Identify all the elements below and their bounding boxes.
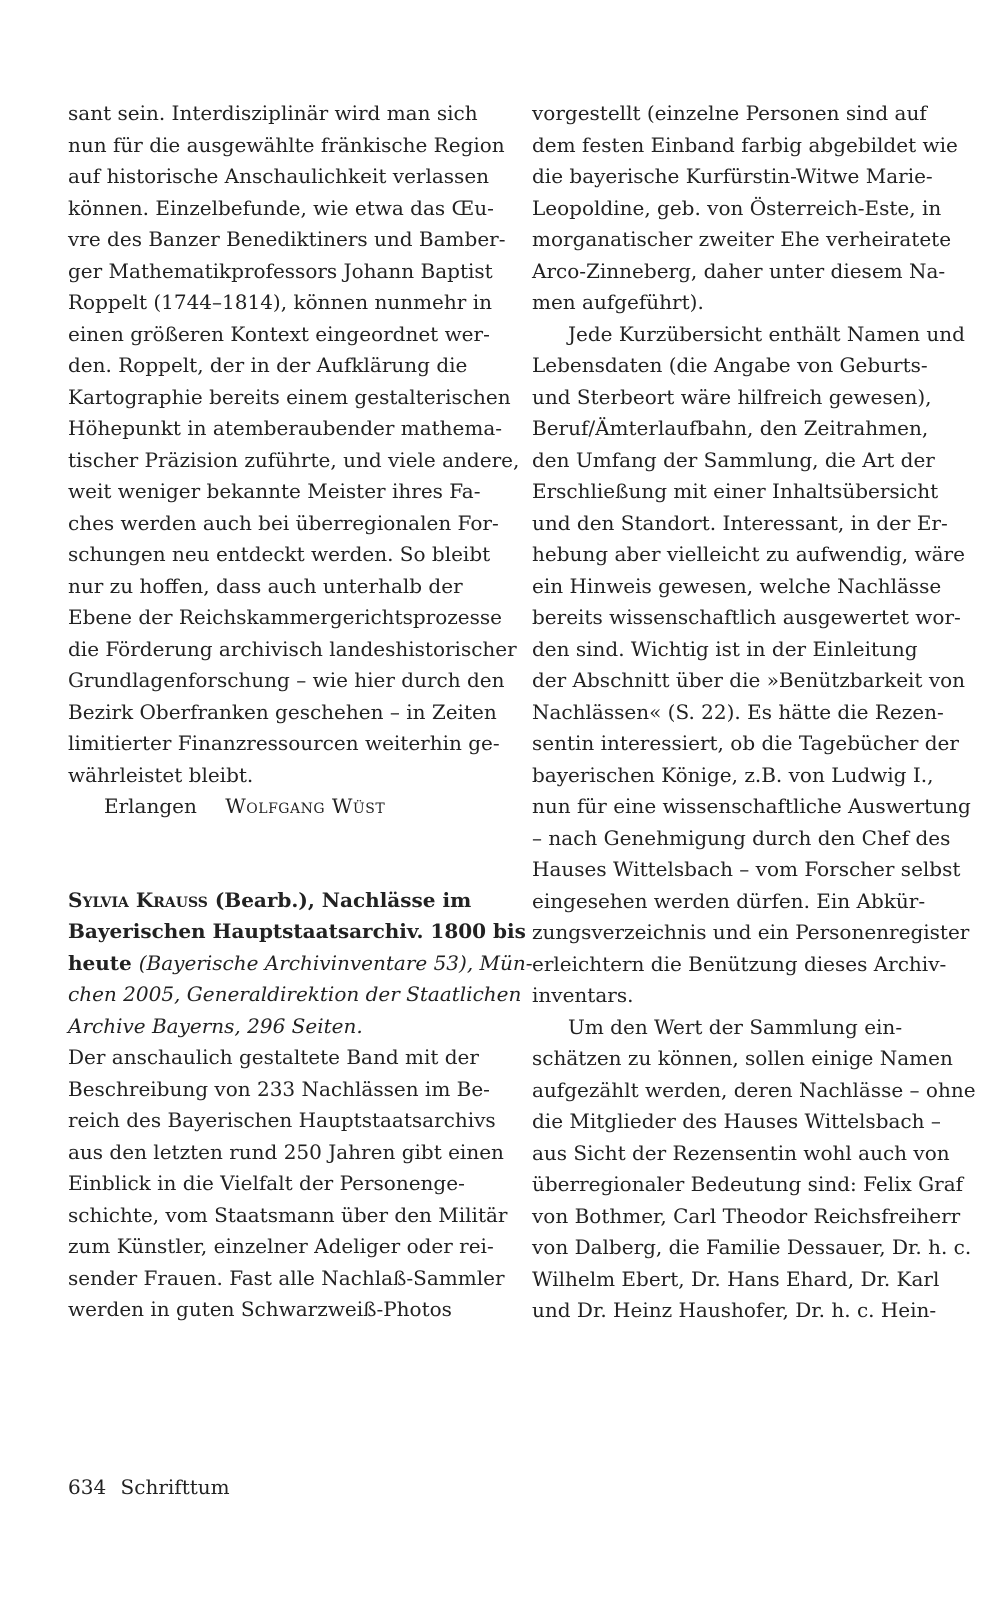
text-line: die bayerische Kurfürstin-Witwe Marie- bbox=[532, 164, 933, 188]
text-line: nur zu hoffen, dass auch unterhalb der bbox=[68, 573, 463, 598]
paragraph-1 bbox=[532, 98, 962, 319]
text-line: den sind. Wichtig ist in der Einleitung bbox=[532, 636, 918, 661]
text-line: zum Künstler, einzelner Adeliger oder rei- bbox=[68, 1234, 494, 1258]
bib-line-3-bold: heute bbox=[68, 950, 139, 975]
text-line: ein Hinweis gewesen, welche Nachlässe bbox=[532, 573, 942, 598]
text-line: und Dr. Heinz Haushofer, Dr. h. c. Hein- bbox=[532, 1298, 937, 1322]
text-line: werden in guten Schwarzweiß-Photos bbox=[68, 1297, 452, 1321]
section-gap bbox=[68, 823, 498, 885]
text-line: sentin interessiert, ob die Tagebücher der bbox=[532, 731, 959, 755]
text-line: nun für die ausgewählte fränkische Region bbox=[68, 132, 505, 157]
text-line: der Abschnitt über die »Benützbarkeit von bbox=[532, 668, 966, 692]
text-line: und Sterbeort wäre hilfreich gewesen), bbox=[532, 384, 932, 409]
text-line: Höhepunkt in atemberaubender mathema- bbox=[68, 416, 503, 440]
text-line: ches werden auch bei überregionalen For- bbox=[68, 510, 499, 535]
bib-line-4: chen 2005, Generaldirektion der Staatlichen bbox=[68, 982, 522, 1006]
text-line: können. Einzelbefunde, wie etwa das Œu- bbox=[68, 195, 494, 220]
text-line: die Förderung archivisch landeshistorischer bbox=[68, 636, 517, 661]
text-line: tischer Präzision zuführte, und viele andere, bbox=[68, 447, 520, 472]
text-line: Einblick in die Vielfalt der Personenge- bbox=[68, 1171, 465, 1195]
text-line: den. Roppelt, der in der Aufklärung die bbox=[68, 353, 468, 377]
text-line: – nach Genehmigung durch den Chef des bbox=[532, 825, 951, 850]
text-line: men aufgeführt). bbox=[532, 290, 704, 314]
text-line: vorgestellt (einzelne Personen sind auf bbox=[532, 101, 927, 125]
text-line: auf historische Anschaulichkeit verlassen bbox=[68, 164, 490, 188]
text-line: erleichtern die Benützung dieses Archiv- bbox=[532, 951, 947, 976]
review-start bbox=[68, 1042, 508, 1326]
bib-line-3 bbox=[68, 948, 533, 980]
text-line: überregionaler Bedeutung sind: Felix Graf bbox=[532, 1172, 964, 1196]
text-line: einen größeren Kontext eingeordnet wer- bbox=[68, 321, 490, 346]
text-line: eingesehen werden dürfen. Ein Abkür- bbox=[532, 888, 926, 913]
text-line: Leopoldine, geb. von Österreich-Este, in bbox=[532, 195, 942, 220]
text-line: Beruf/Ämterlaufbahn, den Zeitrahmen, bbox=[532, 416, 929, 440]
text-line: von Bothmer, Carl Theodor Reichsfreiherr bbox=[532, 1203, 961, 1228]
text-line: vre des Banzer Benediktiners und Bamber- bbox=[68, 227, 506, 251]
text-line: zungsverzeichnis und ein Personenregister bbox=[532, 920, 970, 944]
review-continuation bbox=[68, 98, 520, 791]
page-footer bbox=[68, 1472, 230, 1502]
bib-line-1-rest: (Bearb.), Nachlässe im bbox=[207, 887, 472, 912]
text-line: bayerischen Könige, z.B. von Ludwig I., bbox=[532, 762, 934, 787]
text-line: reich des Bayerischen Hauptstaatsarchivs bbox=[68, 1108, 496, 1132]
text-line: limitierter Finanzressourcen weiterhin ge- bbox=[68, 731, 500, 755]
text-line: Beschreibung von 233 Nachlässen im Be- bbox=[68, 1076, 490, 1101]
text-line: ger Mathematikprofessors Johann Baptist bbox=[68, 258, 493, 283]
text-line: aus Sicht der Rezensentin wohl auch von bbox=[532, 1140, 950, 1165]
text-line: Lebensdaten (die Angabe von Geburts- bbox=[532, 353, 928, 377]
text-line: von Dalberg, die Familie Dessauer, Dr. h. c. bbox=[532, 1235, 972, 1259]
text-line: sender Frauen. Fast alle Nachlaß-Sammler bbox=[68, 1265, 505, 1290]
text-line: Nachlässen« (S. 22). Es hätte die Rezen- bbox=[532, 699, 944, 724]
paragraph-2 bbox=[532, 319, 971, 1012]
text-line: nun für eine wissenschaftliche Auswertung bbox=[532, 794, 971, 818]
running-section-title: Schrifttum bbox=[120, 1475, 230, 1499]
bibliographic-entry bbox=[68, 885, 533, 1043]
bib-line-3-italic: (Bayerische Archivinventare 53), Mün- bbox=[138, 950, 533, 975]
text-line: Bezirk Oberfranken geschehen – in Zeiten bbox=[68, 699, 497, 724]
text-line: Wilhelm Ebert, Dr. Hans Ehard, Dr. Karl bbox=[532, 1266, 940, 1291]
text-line: Um den Wert der Sammlung ein- bbox=[568, 1014, 903, 1039]
bib-line-5: Archive Bayerns, 296 Seiten. bbox=[68, 1013, 363, 1038]
text-line: Erschließung mit einer Inhaltsübersicht bbox=[532, 479, 939, 503]
bib-line-1 bbox=[68, 885, 498, 917]
text-line: währleistet bleibt. bbox=[68, 762, 254, 787]
text-line: und den Standort. Interessant, in der Er- bbox=[532, 510, 948, 535]
review-signature bbox=[68, 791, 498, 823]
text-line: Ebene der Reichskammergerichtsprozesse bbox=[68, 605, 502, 629]
text-line: die Mitglieder des Hauses Wittelsbach – bbox=[532, 1109, 941, 1133]
text-line: aufgezählt werden, deren Nachlässe – ohne bbox=[532, 1077, 976, 1102]
text-line: den Umfang der Sammlung, die Art der bbox=[532, 447, 935, 472]
text-line: bereits wissenschaftlich ausgewertet wor- bbox=[532, 605, 961, 629]
text-line: Grundlagenforschung – wie hier durch den bbox=[68, 668, 505, 692]
text-line: Kartographie bereits einem gestalterischen bbox=[68, 384, 511, 409]
text-line: Jede Kurzübersicht enthält Namen und bbox=[568, 321, 965, 346]
text-line: aus den letzten rund 250 Jahren gibt einen bbox=[68, 1139, 504, 1164]
right-column bbox=[532, 98, 976, 1327]
text-line: weit weniger bekannte Meister ihres Fa- bbox=[68, 479, 481, 503]
text-line: Hauses Wittelsbach – vom Forscher selbst bbox=[532, 857, 961, 881]
left-column bbox=[68, 98, 533, 1326]
text-line: Der anschaulich gestaltete Band mit der bbox=[68, 1045, 479, 1069]
signature-author: Wolfgang Wüst bbox=[225, 794, 386, 818]
text-line: morganatischer zweiter Ehe verheiratete bbox=[532, 227, 952, 251]
bib-line-2: Bayerischen Hauptstaatsarchiv. 1800 bis bbox=[68, 919, 526, 943]
text-line: schungen neu entdeckt werden. So bleibt bbox=[68, 542, 491, 566]
text-line: dem festen Einband farbig abgebildet wie bbox=[532, 132, 958, 157]
page-number: 634 bbox=[68, 1475, 107, 1499]
bib-author: Sylvia Krauss bbox=[68, 887, 208, 912]
text-line: schichte, vom Staatsmann über den Militär bbox=[68, 1202, 508, 1227]
text-line: sant sein. Interdisziplinär wird man sich bbox=[68, 101, 478, 125]
signature-place: Erlangen bbox=[104, 794, 197, 818]
text-line: Roppelt (1744–1814), können nunmehr in bbox=[68, 290, 492, 314]
text-line: Arco-Zinneberg, daher unter diesem Na- bbox=[532, 258, 946, 283]
paragraph-3 bbox=[532, 1012, 976, 1327]
text-line: inventars. bbox=[532, 983, 634, 1007]
text-line: schätzen zu können, sollen einige Namen bbox=[532, 1046, 953, 1070]
text-line: hebung aber vielleicht zu aufwendig, wäre bbox=[532, 542, 965, 566]
